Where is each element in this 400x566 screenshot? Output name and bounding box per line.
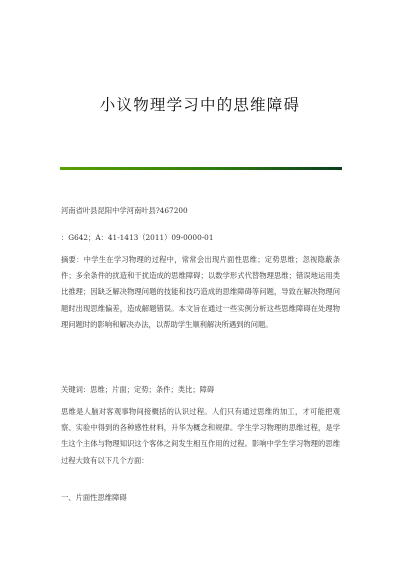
title-divider <box>60 167 342 170</box>
keywords-line: 关键词：思维；片面；定势；条件；类比；障碍 <box>61 385 215 394</box>
intro-paragraph: 思维是人脑对客观事物间接概括的认识过程。人们只有通过思维的加工，才可能把观察、实验中得到的各种感性材料，升华为概念和规律。学生学习物理的思维过程，是学生这个主体与物理知识这个客体之间发生相互作用的过程。影响中学生学习物理的思维过程大致有以下几个方面： <box>61 407 340 465</box>
document-title: 小议物理学习中的思维障碍 <box>99 96 301 114</box>
classification-line: ：G642；A：41-1413（2011）09-0000-01 <box>61 233 214 242</box>
section-heading: 一、片面性思维障碍 <box>61 493 127 502</box>
abstract-paragraph: 摘要：中学生在学习物理的过程中，常常会出现片面性思维；定势思维；忽视隐蔽条件；多余条件的扰造和干扰造成的思维障碍；以数学形式代替物理思维；错误地运用类比推理；因缺乏解决物理问题的技能和技巧造成的思维障碍等问题，导致在解决物理问题时出现思维偏差，造成解题错误。本文旨在通过一些实例分析这些思维障碍在处理物理问题时的影响和解决办法，以帮助学生顺利解决所遇到的问题。 <box>61 255 340 329</box>
author-affiliation: 河南省叶县昆阳中学河南叶县?467200 <box>61 206 188 215</box>
